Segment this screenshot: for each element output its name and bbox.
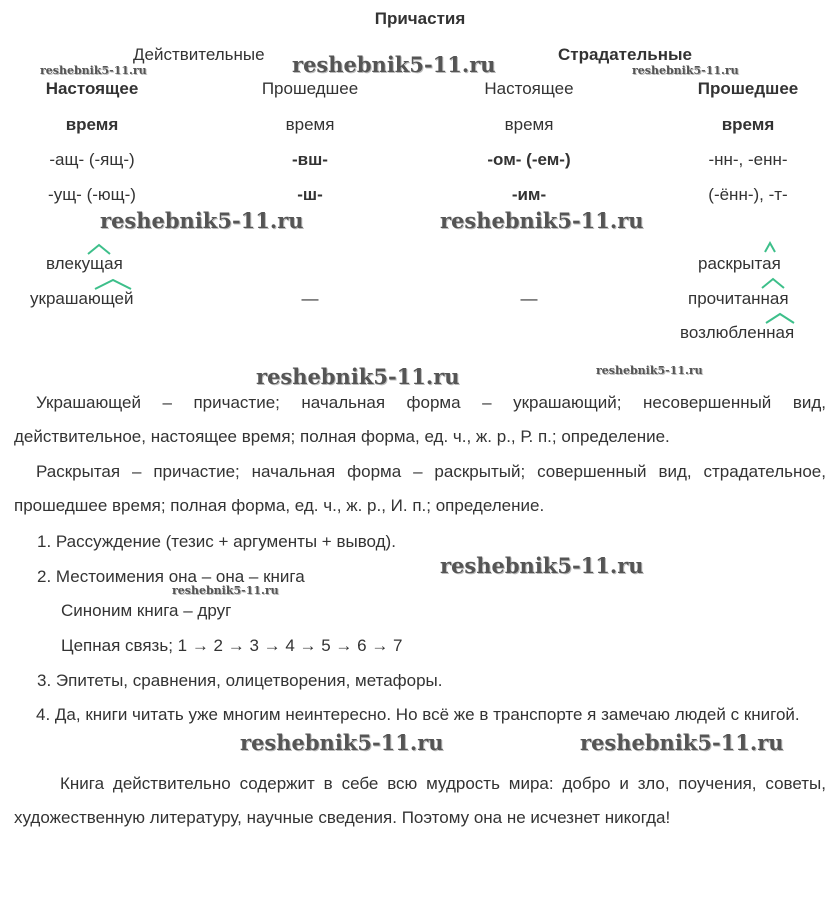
example-ukrashayushchey: украшающей [30, 289, 134, 308]
example-raskrytaya: раскрытая [698, 254, 781, 273]
col2-tense: Прошедшее [261, 79, 359, 98]
col3-time: время [504, 115, 554, 134]
col2-suffix1: -вш- [292, 150, 328, 169]
col3-suffix2: -им- [511, 185, 547, 204]
watermark: reshebnik5-11.ru [240, 730, 444, 755]
watermark: reshebnik5-11.ru [172, 584, 279, 597]
example-vlekushchaya: влекущая [46, 254, 123, 273]
col1-suffix1: -ащ- (-ящ-) [49, 150, 135, 169]
col1-tense: Настоящее [45, 79, 139, 98]
list-item-2: 2. Местоимения она – она – книга [37, 567, 305, 586]
example-prochitannaya: прочитанная [688, 289, 789, 308]
col3-tense: Настоящее [484, 79, 574, 98]
watermark: reshebnik5-11.ru [596, 364, 703, 377]
watermark: reshebnik5-11.ru [256, 364, 460, 389]
watermark: reshebnik5-11.ru [580, 730, 784, 755]
col2-dash: — [301, 289, 319, 308]
watermark: reshebnik5-11.ru [40, 64, 147, 77]
paragraph-raskrytaya: Раскрытая – причастие; начальная форма – раскрытый; совершенный вид, страдательное, прошедшее время; полная форма, ед. ч., ж. р., И. п.; определение. [14, 462, 826, 515]
list-item-1: 1. Рассуждение (тезис + аргументы + вывод). [37, 532, 396, 551]
watermark: reshebnik5-11.ru [100, 208, 304, 233]
list-item-4: 4. Да, книги читать уже многим неинтересно. Но всё же в транспорте я замечаю людей с книгой. [36, 705, 800, 724]
col3-dash: — [520, 289, 538, 308]
suffix-arc-icon [760, 276, 786, 290]
suffix-arc-icon [763, 240, 777, 254]
col4-suffix2: (-ённ-), -т- [708, 185, 788, 204]
list-item-2-synonym: Синоним книга – друг [61, 601, 232, 620]
col1-suffix2: -ущ- (-ющ-) [48, 185, 136, 204]
col1-time: время [65, 115, 119, 134]
example-vozlyublennaya: возлюбленная [680, 323, 795, 342]
col4-time: время [721, 115, 775, 134]
list-item-3: 3. Эпитеты, сравнения, олицетворения, метафоры. [37, 671, 443, 690]
col3-suffix1: -ом- (-ем-) [487, 150, 571, 169]
paragraph-ukrashayushchey: Украшающей – причастие; начальная форма – украшающий; несовершенный вид, действительное, настоящее время; полная форма, ед. ч., ж. р., Р. п.; определение. [14, 393, 826, 446]
watermark: reshebnik5-11.ru [440, 553, 644, 578]
watermark: reshebnik5-11.ru [632, 64, 739, 77]
col2-suffix2: -ш- [297, 185, 323, 204]
col2-time: время [285, 115, 335, 134]
watermark: reshebnik5-11.ru [292, 52, 496, 77]
paragraph-final: Книга действительно содержит в себе всю мудрость мира: добро и зло, поучения, советы, художественную литературу, научные сведения. Поэтому она не исчезнет никогда! [14, 774, 826, 827]
group-passive-label: Страдательные [558, 45, 692, 64]
page-title: Причастия [374, 9, 466, 28]
col4-tense: Прошедшее [697, 79, 799, 98]
group-active-label: Действительные [133, 45, 265, 64]
watermark: reshebnik5-11.ru [440, 208, 644, 233]
col4-suffix1: -нн-, -енн- [708, 150, 788, 169]
list-item-2-chain: Цепная связь; 1 → 2 → 3 → 4 → 5 → 6 → 7 [61, 636, 403, 655]
